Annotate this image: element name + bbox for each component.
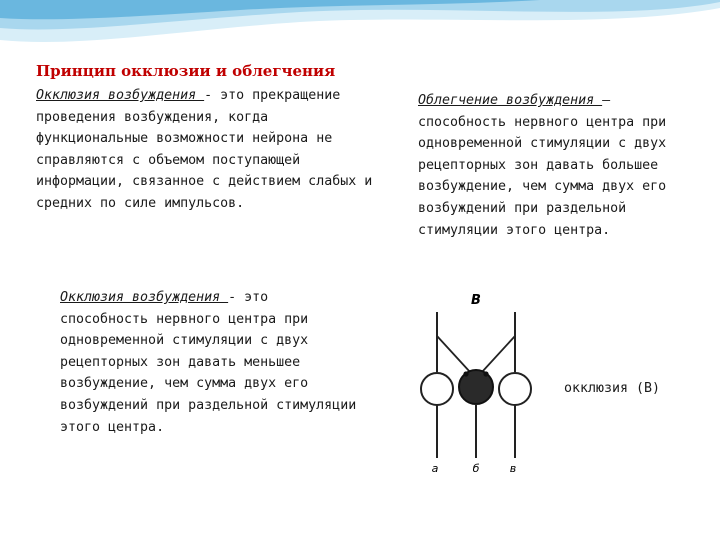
occlusion-term-1: Окклюзия возбуждения [36, 88, 205, 103]
occlusion-text-1: - это прекращение проведения возбуждения, когда функциональные возможности нейрона не справляются с объемом поступающей информации, связанное с действием слабых и средних по силе импульсов. [36, 88, 373, 211]
input-line-a-branch [437, 336, 470, 372]
occlusion-diagram [410, 286, 545, 491]
neuron-a [421, 373, 453, 405]
occlusion-definition-1 [36, 85, 376, 215]
label-b: б [472, 462, 480, 475]
facilitation-definition [418, 90, 668, 241]
occlusion-term-2: Окклюзия возбуждения [60, 290, 229, 305]
label-a: а [431, 462, 439, 475]
figure-caption: окклюзия (В) [564, 381, 661, 396]
facilitation-term: Облегчение возбуждения [418, 93, 603, 108]
synapse-left [463, 371, 468, 376]
header-wave [0, 0, 720, 60]
slide-title: Принцип окклюзии и облегчения [36, 62, 336, 80]
occlusion-text-2: - это способность нервного центра при одновременной стимуляции с двух рецепторных зон давать меньшее возбуждение, чем сумма двух его возбуждений при раздельной стимуляции этого центра. [60, 290, 357, 435]
label-c: в [509, 462, 517, 475]
figure-letter: В [471, 293, 481, 308]
occlusion-definition-2 [60, 287, 360, 438]
facilitation-text: – способность нервного центра при одновременной стимуляции с двух рецепторных зон давать большее возбуждение, чем сумма двух его возбуждений при раздельной стимуляции этого центра. [418, 93, 667, 238]
neuron-c [499, 373, 531, 405]
input-line-c-branch [482, 336, 515, 372]
synapse-right [483, 371, 488, 376]
